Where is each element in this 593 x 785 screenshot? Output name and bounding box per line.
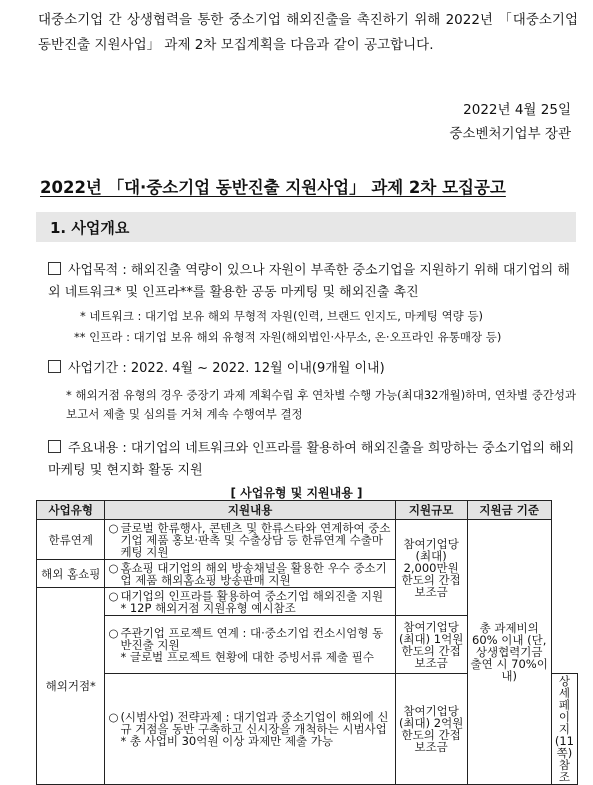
type-hallyu: 한류연계 — [37, 520, 105, 560]
type-base: 해외거점* — [37, 588, 105, 785]
issuer: 중소벤처기업부 장관 — [449, 126, 571, 142]
note-infra: ** 인프라 : 대기업 보유 해외 유형적 자원(해외법인·사무소, 온·오프라인 유통매장 등) — [74, 330, 502, 344]
checkbox-square-icon — [48, 360, 61, 373]
content-cell: ○ 글로벌 한류행사, 콘텐츠 및 한류스타와 연계하여 중소기업 제품 홍보·판촉 및 수출상담 등 한류연계 수출마케팅 지원 — [105, 520, 395, 560]
period-item — [48, 358, 580, 380]
content-cell: ○ 주관기업 프로젝트 연계 : 대·중소기업 컨소시엄형 동반진출 지원 * 글로벌 프로젝트 현황에 대한 증빙서류 제출 필수 — [105, 616, 395, 674]
header-scale: 지원규모 — [395, 501, 467, 520]
purpose-item — [48, 260, 580, 304]
section-title: 1. 사업개요 — [50, 219, 130, 237]
table-header-row — [37, 501, 578, 520]
period-text: 사업기간 : 2022. 4월 ~ 2022. 12월 이내(9개월 이내) — [68, 361, 385, 376]
content-homeshopping: 홈쇼핑 대기업의 해외 방송채널을 활용한 우수 중소기업 제품 해외홈쇼핑 방송판매 지원 — [120, 560, 387, 587]
scale-cell-3: 참여기업당 (최대) 2억원 한도의 간접보조금 — [395, 674, 467, 785]
header-type: 사업유형 — [37, 501, 105, 520]
note-network: * 네트워크 : 대기업 보유 해외 무형적 자원(인력, 브랜드 인지도, 마케팅 역량 등) — [80, 309, 484, 323]
table-row — [37, 520, 578, 560]
announcement-date: 2022년 4월 25일 — [463, 102, 571, 118]
standard-cell-2: 상세페이지 (11쪽) 참조 — [551, 674, 577, 785]
content-project: 주관기업 프로젝트 연계 : 대·중소기업 컨소시엄형 동반진출 지원 — [120, 625, 384, 652]
support-table — [36, 500, 578, 785]
content-cell: ○ 홈쇼핑 대기업의 해외 방송채널을 활용한 우수 중소기업 제품 해외홈쇼핑 방송판매 지원 — [105, 560, 395, 588]
checkbox-square-icon — [48, 262, 61, 275]
purpose-text: 사업목적 : 해외진출 역량이 있으나 자원이 부족한 중소기업을 지원하기 위해 대기업의 해외 네트워크* 및 인프라**를 활용한 공동 마케팅 및 해외진출 촉진 — [48, 263, 570, 300]
note-period: * 해외거점 유형의 경우 중장기 과제 계획수립 후 연차별 수행 가능(최대32개월)하며, 연차별 중간성과 보고서 제출 및 심의를 거쳐 계속 수행여부 결정 — [66, 388, 577, 421]
scale-cell-1: 참여기업당 (최대) 2,000만원 한도의 간접보조금 — [395, 520, 467, 616]
content-infra: 대기업의 인프라를 활용하여 중소기업 해외진출 지원 — [120, 588, 384, 603]
content-cell: ○ (시범사업) 전략과제 : 대기업과 중소기업이 해외에 신규 거점을 동반 구축하고 신시장을 개척하는 시범사업 * 총 사업비 30억원 이상 과제만 제출 가능 — [105, 674, 395, 785]
content-cell: ○ 대기업의 인프라를 활용하여 중소기업 해외진출 지원 * 12P 해외거점 지원유형 예시참조 — [105, 588, 395, 616]
content-infra-note: * 12P 해외거점 지원유형 예시참조 — [120, 600, 296, 615]
intro-paragraph: 대중소기업 간 상생협력을 통한 중소기업 해외진출을 촉진하기 위해 2022년 「대중소기업 동반진출 지원사업」 과제 2차 모집계획을 다음과 같이 공고합니다. — [38, 12, 578, 53]
scale-cell-2: 참여기업당 (최대) 1억원 한도의 간접보조금 — [395, 616, 467, 674]
standard-cell-1: 총 과제비의 60% 이내 (단, 상생협력기금 출연 시 70%이내) — [467, 520, 551, 785]
page-title: 2022년 「대·중소기업 동반진출 지원사업」 과제 2차 모집공고 — [40, 178, 506, 197]
table-caption: [ 사업유형 및 지원내용 ] — [230, 486, 363, 500]
content-text: 주요내용 : 대기업의 네트워크와 인프라를 활용하여 해외진출을 희망하는 중소기업의 해외 마케팅 및 현지화 활동 지원 — [48, 441, 575, 478]
content-project-note: * 글로벌 프로젝트 현황에 대한 증빙서류 제출 필수 — [120, 649, 374, 664]
header-standard: 지원금 기준 — [467, 501, 551, 520]
checkbox-square-icon — [48, 440, 61, 453]
type-homeshopping: 해외 홈쇼핑 — [37, 560, 105, 588]
content-item — [48, 438, 580, 482]
content-pilot: (시범사업) 전략과제 : 대기업과 중소기업이 해외에 신규 거점을 동반 구축하고 신시장을 개척하는 시범사업 — [120, 710, 389, 736]
content-pilot-note: * 총 사업비 30억원 이상 과제만 제출 가능 — [120, 734, 334, 748]
content-hallyu: 글로벌 한류행사, 콘텐츠 및 한류스타와 연계하여 중소기업 제품 홍보·판촉 및 수출상담 등 한류연계 수출마케팅 지원 — [120, 520, 391, 559]
header-content: 지원내용 — [105, 501, 395, 520]
